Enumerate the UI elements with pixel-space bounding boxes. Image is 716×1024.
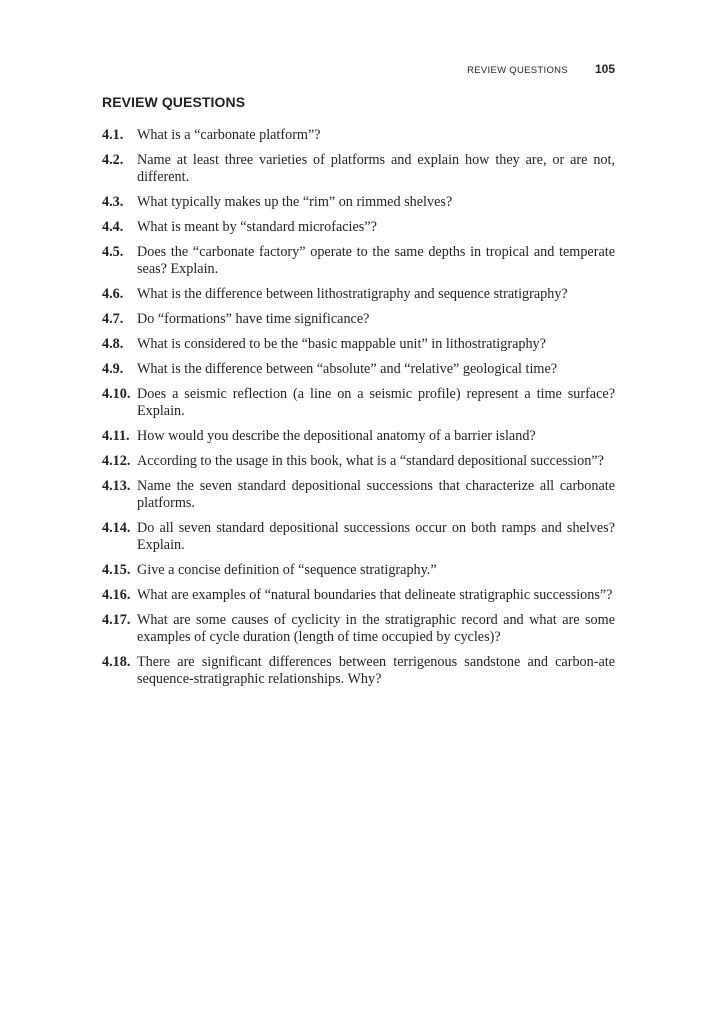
- question-number: 4.14.: [102, 520, 131, 536]
- question-text: What is considered to be the “basic mappable unit” in lithostratigraphy?: [137, 336, 546, 352]
- question-text: There are significant differences between terrigenous sandstone and carbon-ate sequence-stratigraphic relationships. Why?: [137, 654, 615, 687]
- question-item: [102, 194, 615, 211]
- question-text: Does a seismic reflection (a line on a seismic profile) represent a time surface? Explain.: [137, 386, 615, 419]
- question-text: Do all seven standard depositional successions occur on both ramps and shelves? Explain.: [137, 520, 615, 553]
- question-text: What is meant by “standard microfacies”?: [137, 219, 377, 235]
- question-number: 4.17.: [102, 612, 131, 628]
- section-heading: REVIEW QUESTIONS: [102, 94, 246, 110]
- question-number: 4.10.: [102, 386, 131, 402]
- question-text: What are some causes of cyclicity in the stratigraphic record and what are some examples of cycle duration (length of time occupied by cycles)?: [137, 612, 615, 645]
- question-number: 4.11.: [102, 428, 130, 444]
- question-number: 4.15.: [102, 562, 131, 578]
- page-number: 105: [594, 62, 615, 76]
- question-number: 4.1.: [102, 127, 124, 143]
- question-text: Name the seven standard depositional successions that characterize all carbonate platforms.: [137, 478, 615, 511]
- question-text: Does the “carbonate factory” operate to the same depths in tropical and temperate seas? Explain.: [137, 244, 615, 277]
- question-number: 4.8.: [102, 336, 124, 352]
- running-head-title: REVIEW QUESTIONS: [467, 65, 568, 76]
- question-text: What typically makes up the “rim” on rimmed shelves?: [137, 194, 453, 210]
- question-item: [102, 478, 615, 512]
- question-item: [102, 244, 615, 278]
- question-number: 4.6.: [102, 286, 124, 302]
- question-item: [102, 453, 615, 470]
- question-text: According to the usage in this book, what is a “standard depositional succession”?: [137, 453, 604, 469]
- question-number: 4.18.: [102, 654, 131, 670]
- question-item: [102, 219, 615, 236]
- question-text: What is a “carbonate platform”?: [137, 127, 321, 143]
- question-number: 4.13.: [102, 478, 131, 494]
- running-head: [467, 62, 615, 76]
- question-text: What is the difference between lithostratigraphy and sequence stratigraphy?: [137, 286, 568, 302]
- question-item: [102, 562, 615, 579]
- question-item: [102, 311, 615, 328]
- question-number: 4.4.: [102, 219, 124, 235]
- question-item: [102, 428, 615, 445]
- question-number: 4.9.: [102, 361, 124, 377]
- question-number: 4.7.: [102, 311, 124, 327]
- question-text: Name at least three varieties of platforms and explain how they are, or are not, different.: [137, 152, 615, 185]
- question-text: How would you describe the depositional anatomy of a barrier island?: [137, 428, 536, 444]
- question-list: [102, 127, 615, 696]
- question-text: Do “formations” have time significance?: [137, 311, 370, 327]
- question-item: [102, 520, 615, 554]
- question-item: [102, 612, 615, 646]
- question-number: 4.16.: [102, 587, 131, 603]
- question-number: 4.3.: [102, 194, 124, 210]
- question-number: 4.12.: [102, 453, 131, 469]
- question-item: [102, 654, 615, 688]
- question-item: [102, 152, 615, 186]
- question-text: What is the difference between “absolute” and “relative” geological time?: [137, 361, 558, 377]
- question-number: 4.5.: [102, 244, 124, 260]
- question-item: [102, 361, 615, 378]
- question-item: [102, 286, 615, 303]
- question-item: [102, 386, 615, 420]
- question-text: What are examples of “natural boundaries that delineate stratigraphic successions”?: [137, 587, 613, 603]
- question-text: Give a concise definition of “sequence stratigraphy.”: [137, 562, 437, 578]
- question-item: [102, 587, 615, 604]
- question-item: [102, 336, 615, 353]
- question-number: 4.2.: [102, 152, 124, 168]
- question-item: [102, 127, 615, 144]
